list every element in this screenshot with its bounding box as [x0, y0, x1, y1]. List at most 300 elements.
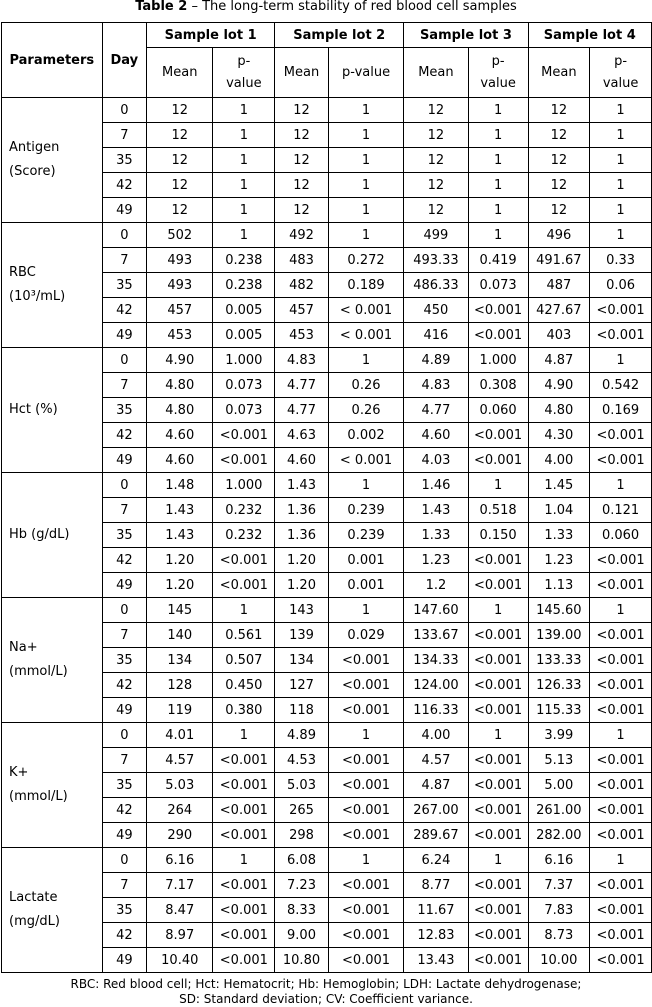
pvalue-cell: 1 [213, 173, 275, 198]
pvalue-cell: <0.001 [468, 623, 528, 648]
pvalue-cell: 1 [468, 98, 528, 123]
mean-cell: 12 [404, 173, 468, 198]
mean-cell: 12 [147, 148, 213, 173]
parameter-label-line: (Score) [9, 164, 56, 179]
mean-cell: 12 [275, 148, 329, 173]
pvalue-cell: <0.001 [328, 923, 404, 948]
day-cell: 42 [102, 673, 147, 698]
parameter-label-line: K+ [9, 765, 29, 780]
mean-cell: 482 [275, 273, 329, 298]
mean-cell: 128 [147, 673, 213, 698]
pvalue-cell: 0.060 [590, 523, 652, 548]
mean-cell: 457 [147, 298, 213, 323]
day-cell: 35 [102, 398, 147, 423]
day-cell: 49 [102, 198, 147, 223]
mean-cell: 491.67 [528, 248, 590, 273]
parameter-label-line: (mmol/L) [9, 664, 68, 679]
header-pvalue-line: value [602, 75, 639, 91]
mean-cell: 493.33 [404, 248, 468, 273]
pvalue-cell: 0.518 [468, 498, 528, 523]
header-pvalue-lot-1 [213, 48, 275, 98]
pvalue-cell: 1 [590, 848, 652, 873]
pvalue-cell: <0.001 [213, 898, 275, 923]
header-lot-1: Sample lot 1 [147, 23, 275, 48]
group-5 [2, 723, 652, 848]
mean-cell: 4.89 [404, 348, 468, 373]
mean-cell: 1.46 [404, 473, 468, 498]
mean-cell: 1.43 [275, 473, 329, 498]
mean-cell: 134.33 [404, 648, 468, 673]
mean-cell: 4.00 [404, 723, 468, 748]
pvalue-cell: 1 [328, 123, 404, 148]
pvalue-cell: 1 [590, 723, 652, 748]
mean-cell: 11.67 [404, 898, 468, 923]
parameter-label-line: (10³/mL) [9, 289, 66, 304]
pvalue-cell: 0.169 [590, 398, 652, 423]
day-cell: 42 [102, 548, 147, 573]
mean-cell: 4.89 [275, 723, 329, 748]
group-3 [2, 473, 652, 598]
header-lot-4: Sample lot 4 [528, 23, 651, 48]
mean-cell: 8.77 [404, 873, 468, 898]
mean-cell: 6.08 [275, 848, 329, 873]
mean-cell: 4.80 [528, 398, 590, 423]
mean-cell: 134 [275, 648, 329, 673]
pvalue-cell: <0.001 [590, 798, 652, 823]
mean-cell: 7.83 [528, 898, 590, 923]
mean-cell: 1.04 [528, 498, 590, 523]
parameter-label [2, 223, 103, 348]
pvalue-cell: 1 [328, 473, 404, 498]
mean-cell: 12 [404, 148, 468, 173]
pvalue-cell: <0.001 [468, 698, 528, 723]
mean-cell: 119 [147, 698, 213, 723]
pvalue-cell: <0.001 [590, 823, 652, 848]
mean-cell: 1.20 [147, 573, 213, 598]
mean-cell: 13.43 [404, 948, 468, 973]
mean-cell: 403 [528, 323, 590, 348]
mean-cell: 4.83 [275, 348, 329, 373]
day-cell: 7 [102, 748, 147, 773]
mean-cell: 4.57 [147, 748, 213, 773]
pvalue-cell: 0.150 [468, 523, 528, 548]
mean-cell: 483 [275, 248, 329, 273]
pvalue-cell: 0.001 [328, 573, 404, 598]
mean-cell: 116.33 [404, 698, 468, 723]
mean-cell: 1.33 [404, 523, 468, 548]
pvalue-cell: 0.029 [328, 623, 404, 648]
mean-cell: 12 [404, 123, 468, 148]
mean-cell: 5.00 [528, 773, 590, 798]
pvalue-cell: 1 [213, 723, 275, 748]
pvalue-cell: <0.001 [328, 898, 404, 923]
mean-cell: 10.40 [147, 948, 213, 973]
pvalue-cell: 1 [468, 223, 528, 248]
mean-cell: 4.30 [528, 423, 590, 448]
pvalue-cell: <0.001 [213, 448, 275, 473]
footnote-line-2: SD: Standard deviation; CV: Coefficient variance. [179, 992, 473, 1006]
mean-cell: 1.36 [275, 498, 329, 523]
table-row [2, 473, 652, 498]
pvalue-cell: <0.001 [590, 298, 652, 323]
mean-cell: 12 [275, 98, 329, 123]
mean-cell: 5.03 [275, 773, 329, 798]
mean-cell: 493 [147, 273, 213, 298]
mean-cell: 1.23 [528, 548, 590, 573]
pvalue-cell: <0.001 [590, 548, 652, 573]
mean-cell: 265 [275, 798, 329, 823]
pvalue-cell: 1 [590, 173, 652, 198]
pvalue-cell: 0.33 [590, 248, 652, 273]
mean-cell: 139 [275, 623, 329, 648]
header-pvalue-lot-4 [590, 48, 652, 98]
mean-cell: 12 [528, 123, 590, 148]
pvalue-cell: <0.001 [590, 573, 652, 598]
pvalue-cell: <0.001 [468, 873, 528, 898]
mean-cell: 8.47 [147, 898, 213, 923]
pvalue-cell: <0.001 [328, 798, 404, 823]
mean-cell: 6.24 [404, 848, 468, 873]
mean-cell: 12 [147, 173, 213, 198]
mean-cell: 1.43 [147, 523, 213, 548]
mean-cell: 124.00 [404, 673, 468, 698]
day-cell: 42 [102, 173, 147, 198]
pvalue-cell: 1 [213, 223, 275, 248]
mean-cell: 12 [147, 123, 213, 148]
mean-cell: 4.77 [275, 373, 329, 398]
header-lot-2: Sample lot 2 [275, 23, 404, 48]
pvalue-cell: <0.001 [590, 623, 652, 648]
pvalue-cell: <0.001 [328, 698, 404, 723]
pvalue-cell: 1 [328, 173, 404, 198]
pvalue-cell: <0.001 [213, 573, 275, 598]
table-row [2, 723, 652, 748]
pvalue-cell: 0.239 [328, 498, 404, 523]
mean-cell: 12 [528, 198, 590, 223]
mean-cell: 1.43 [404, 498, 468, 523]
mean-cell: 4.00 [528, 448, 590, 473]
mean-cell: 487 [528, 273, 590, 298]
mean-cell: 4.87 [528, 348, 590, 373]
day-cell: 0 [102, 223, 147, 248]
pvalue-cell: 1 [213, 98, 275, 123]
pvalue-cell: <0.001 [468, 948, 528, 973]
pvalue-cell: 1 [468, 148, 528, 173]
pvalue-cell: 1 [468, 473, 528, 498]
pvalue-cell: <0.001 [213, 748, 275, 773]
mean-cell: 145.60 [528, 598, 590, 623]
pvalue-cell: 0.060 [468, 398, 528, 423]
parameter-label-line: Hct (%) [9, 402, 58, 417]
group-4 [2, 598, 652, 723]
mean-cell: 7.23 [275, 873, 329, 898]
mean-cell: 8.97 [147, 923, 213, 948]
pvalue-cell: <0.001 [590, 923, 652, 948]
mean-cell: 12 [528, 148, 590, 173]
table-caption [0, 0, 652, 22]
day-cell: 7 [102, 373, 147, 398]
mean-cell: 118 [275, 698, 329, 723]
mean-cell: 1.45 [528, 473, 590, 498]
day-cell: 42 [102, 298, 147, 323]
mean-cell: 6.16 [528, 848, 590, 873]
pvalue-cell: <0.001 [468, 923, 528, 948]
mean-cell: 502 [147, 223, 213, 248]
pvalue-cell: 1 [468, 848, 528, 873]
mean-cell: 1.33 [528, 523, 590, 548]
pvalue-cell: <0.001 [590, 698, 652, 723]
mean-cell: 450 [404, 298, 468, 323]
table-row [2, 348, 652, 373]
mean-cell: 1.43 [147, 498, 213, 523]
mean-cell: 4.60 [275, 448, 329, 473]
header-pvalue-line: value [480, 75, 516, 91]
mean-cell: 147.60 [404, 598, 468, 623]
footnote-line-1: RBC: Red blood cell; Hct: Hematocrit; Hb: Hemoglobin; LDH: Lactate dehydrogenase; [70, 977, 582, 991]
day-cell: 35 [102, 148, 147, 173]
mean-cell: 126.33 [528, 673, 590, 698]
pvalue-cell: 0.238 [213, 273, 275, 298]
mean-cell: 4.90 [528, 373, 590, 398]
parameter-label-line: Hb (g/dL) [9, 527, 70, 542]
pvalue-cell: 0.06 [590, 273, 652, 298]
mean-cell: 12 [275, 173, 329, 198]
header-pvalue-line: p- [614, 53, 628, 69]
pvalue-cell: <0.001 [468, 323, 528, 348]
mean-cell: 12 [147, 98, 213, 123]
pvalue-cell: 0.001 [328, 548, 404, 573]
mean-cell: 457 [275, 298, 329, 323]
day-cell: 0 [102, 98, 147, 123]
mean-cell: 115.33 [528, 698, 590, 723]
pvalue-cell: 1 [328, 98, 404, 123]
day-cell: 0 [102, 598, 147, 623]
mean-cell: 9.00 [275, 923, 329, 948]
mean-cell: 4.77 [275, 398, 329, 423]
mean-cell: 139.00 [528, 623, 590, 648]
pvalue-cell: 1 [590, 148, 652, 173]
mean-cell: 1.2 [404, 573, 468, 598]
pvalue-cell: 1 [328, 848, 404, 873]
pvalue-cell: 1 [590, 598, 652, 623]
pvalue-cell: <0.001 [468, 573, 528, 598]
mean-cell: 1.23 [404, 548, 468, 573]
day-cell: 0 [102, 848, 147, 873]
caption-text: – The long-term stability of red blood cell samples [187, 0, 517, 14]
day-cell: 0 [102, 723, 147, 748]
day-cell: 0 [102, 473, 147, 498]
pvalue-cell: 1.000 [213, 348, 275, 373]
pvalue-cell: 0.073 [213, 373, 275, 398]
pvalue-cell: 1.000 [213, 473, 275, 498]
table-row [2, 848, 652, 873]
mean-cell: 12 [404, 198, 468, 223]
pvalue-cell: 0.073 [213, 398, 275, 423]
mean-cell: 4.80 [147, 398, 213, 423]
pvalue-cell: <0.001 [590, 673, 652, 698]
mean-cell: 453 [147, 323, 213, 348]
mean-cell: 416 [404, 323, 468, 348]
pvalue-cell: < 0.001 [328, 298, 404, 323]
mean-cell: 1.20 [275, 548, 329, 573]
pvalue-cell: 1 [328, 348, 404, 373]
parameter-label [2, 473, 103, 598]
mean-cell: 290 [147, 823, 213, 848]
pvalue-cell: <0.001 [590, 648, 652, 673]
mean-cell: 140 [147, 623, 213, 648]
mean-cell: 145 [147, 598, 213, 623]
day-cell: 7 [102, 248, 147, 273]
pvalue-cell: <0.001 [328, 873, 404, 898]
pvalue-cell: 0.26 [328, 398, 404, 423]
mean-cell: 4.01 [147, 723, 213, 748]
mean-cell: 7.17 [147, 873, 213, 898]
parameter-label [2, 348, 103, 473]
day-cell: 35 [102, 898, 147, 923]
mean-cell: 4.87 [404, 773, 468, 798]
pvalue-cell: <0.001 [213, 948, 275, 973]
pvalue-cell: 1 [590, 98, 652, 123]
parameter-label-line: Na+ [9, 640, 38, 655]
mean-cell: 496 [528, 223, 590, 248]
header-mean-lot-1: Mean [147, 48, 213, 98]
pvalue-cell: <0.001 [328, 773, 404, 798]
stability-table [1, 22, 652, 973]
mean-cell: 4.60 [404, 423, 468, 448]
pvalue-cell: 1 [590, 348, 652, 373]
pvalue-cell: <0.001 [213, 923, 275, 948]
header-day: Day [102, 23, 147, 98]
pvalue-cell: 0.005 [213, 323, 275, 348]
mean-cell: 492 [275, 223, 329, 248]
pvalue-cell: 1 [213, 148, 275, 173]
table-row [2, 598, 652, 623]
header-parameters: Parameters [2, 23, 103, 98]
mean-cell: 499 [404, 223, 468, 248]
group-6 [2, 848, 652, 973]
pvalue-cell: 0.073 [468, 273, 528, 298]
parameter-label-line: Lactate [9, 890, 58, 905]
header-pvalue-line: p-value [341, 64, 391, 80]
mean-cell: 6.16 [147, 848, 213, 873]
header-pvalue-lot-3 [468, 48, 528, 98]
pvalue-cell: <0.001 [213, 773, 275, 798]
day-cell: 49 [102, 698, 147, 723]
mean-cell: 127 [275, 673, 329, 698]
group-1 [2, 223, 652, 348]
pvalue-cell: <0.001 [213, 798, 275, 823]
mean-cell: 4.57 [404, 748, 468, 773]
pvalue-cell: 0.232 [213, 523, 275, 548]
mean-cell: 143 [275, 598, 329, 623]
mean-cell: 134 [147, 648, 213, 673]
mean-cell: 4.60 [147, 448, 213, 473]
mean-cell: 289.67 [404, 823, 468, 848]
pvalue-cell: <0.001 [590, 948, 652, 973]
mean-cell: 4.63 [275, 423, 329, 448]
mean-cell: 4.80 [147, 373, 213, 398]
pvalue-cell: 1 [213, 123, 275, 148]
mean-cell: 493 [147, 248, 213, 273]
parameter-label [2, 848, 103, 973]
header-mean-lot-4: Mean [528, 48, 590, 98]
day-cell: 49 [102, 948, 147, 973]
mean-cell: 264 [147, 798, 213, 823]
mean-cell: 1.13 [528, 573, 590, 598]
mean-cell: 4.60 [147, 423, 213, 448]
header-pvalue-line: value [226, 75, 262, 91]
pvalue-cell: <0.001 [328, 648, 404, 673]
mean-cell: 261.00 [528, 798, 590, 823]
day-cell: 42 [102, 923, 147, 948]
table-row [2, 98, 652, 123]
mean-cell: 12.83 [404, 923, 468, 948]
mean-cell: 12 [275, 123, 329, 148]
pvalue-cell: 1 [328, 223, 404, 248]
pvalue-cell: <0.001 [468, 298, 528, 323]
day-cell: 49 [102, 573, 147, 598]
caption-label: Table 2 [135, 0, 188, 14]
pvalue-cell: 0.561 [213, 623, 275, 648]
mean-cell: 298 [275, 823, 329, 848]
pvalue-cell: <0.001 [468, 448, 528, 473]
header-pvalue-line: p- [491, 53, 505, 69]
pvalue-cell: 1 [590, 198, 652, 223]
pvalue-cell: 1 [468, 598, 528, 623]
mean-cell: 282.00 [528, 823, 590, 848]
pvalue-cell: 0.507 [213, 648, 275, 673]
pvalue-cell: <0.001 [213, 873, 275, 898]
pvalue-cell: 1 [213, 198, 275, 223]
mean-cell: 12 [528, 173, 590, 198]
pvalue-cell: <0.001 [590, 873, 652, 898]
day-cell: 7 [102, 123, 147, 148]
mean-cell: 7.37 [528, 873, 590, 898]
pvalue-cell: 1.000 [468, 348, 528, 373]
mean-cell: 4.90 [147, 348, 213, 373]
header-pvalue-lot-2 [328, 48, 404, 98]
pvalue-cell: <0.001 [590, 323, 652, 348]
mean-cell: 8.33 [275, 898, 329, 923]
pvalue-cell: 1 [328, 723, 404, 748]
pvalue-cell: 1 [328, 198, 404, 223]
header-lot-3: Sample lot 3 [404, 23, 528, 48]
mean-cell: 486.33 [404, 273, 468, 298]
mean-cell: 427.67 [528, 298, 590, 323]
header-row-lots [2, 23, 652, 48]
pvalue-cell: 0.380 [213, 698, 275, 723]
pvalue-cell: < 0.001 [328, 448, 404, 473]
mean-cell: 10.80 [275, 948, 329, 973]
pvalue-cell: 0.005 [213, 298, 275, 323]
day-cell: 35 [102, 773, 147, 798]
pvalue-cell: <0.001 [468, 898, 528, 923]
mean-cell: 4.83 [404, 373, 468, 398]
pvalue-cell: 1 [328, 598, 404, 623]
day-cell: 0 [102, 348, 147, 373]
day-cell: 7 [102, 623, 147, 648]
table-footnote [0, 977, 652, 1007]
mean-cell: 4.03 [404, 448, 468, 473]
pvalue-cell: <0.001 [468, 798, 528, 823]
pvalue-cell: <0.001 [468, 748, 528, 773]
mean-cell: 133.33 [528, 648, 590, 673]
day-cell: 49 [102, 448, 147, 473]
pvalue-cell: 0.239 [328, 523, 404, 548]
pvalue-cell: <0.001 [590, 773, 652, 798]
mean-cell: 1.36 [275, 523, 329, 548]
mean-cell: 3.99 [528, 723, 590, 748]
